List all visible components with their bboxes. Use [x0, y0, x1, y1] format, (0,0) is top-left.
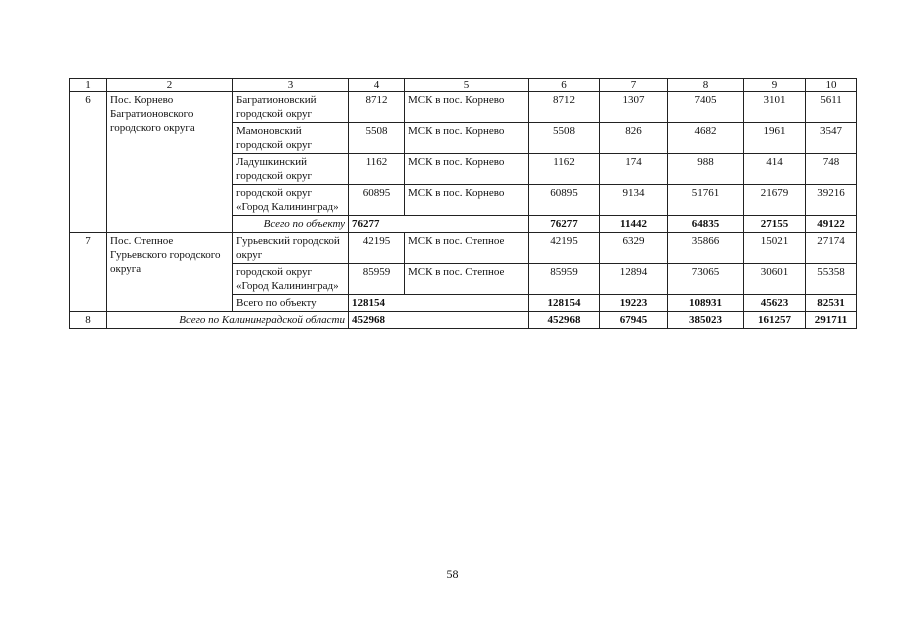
header-cell: 5 — [405, 79, 529, 92]
cell-col7: 826 — [600, 123, 668, 154]
facility-cell: МСК в пос. Степное — [405, 233, 529, 264]
cell-col9: 21679 — [744, 185, 806, 216]
table-row — [70, 233, 857, 264]
cell-col7: 1307 — [600, 92, 668, 123]
table-row — [70, 92, 857, 123]
cell-col6: 5508 — [529, 123, 600, 154]
cell-col7: 12894 — [600, 264, 668, 295]
subtotal-label: Всего по объекту — [233, 295, 349, 312]
district-cell: Ладушкинский городской округ — [233, 154, 349, 185]
cell-col4: 42195 — [349, 233, 405, 264]
subtotal-col8: 64835 — [668, 216, 744, 233]
header-cell: 2 — [107, 79, 233, 92]
cell-col10: 55358 — [806, 264, 857, 295]
grand-total-label: Всего по Калининградской области — [107, 312, 349, 329]
cell-col8: 7405 — [668, 92, 744, 123]
facility-cell: МСК в пос. Корнево — [405, 154, 529, 185]
cell-col7: 6329 — [600, 233, 668, 264]
cell-col9: 30601 — [744, 264, 806, 295]
cell-col9: 15021 — [744, 233, 806, 264]
cell-col6: 85959 — [529, 264, 600, 295]
cell-col9: 3101 — [744, 92, 806, 123]
cell-col6: 60895 — [529, 185, 600, 216]
header-cell: 1 — [70, 79, 107, 92]
district-cell: Мамоновский городской округ — [233, 123, 349, 154]
cell-col6: 8712 — [529, 92, 600, 123]
cell-col8: 73065 — [668, 264, 744, 295]
cell-col6: 42195 — [529, 233, 600, 264]
cell-col10: 27174 — [806, 233, 857, 264]
subtotal-col10: 82531 — [806, 295, 857, 312]
subtotal-label: Всего по объекту — [233, 216, 349, 233]
subtotal-col9: 27155 — [744, 216, 806, 233]
cell-col10: 5611 — [806, 92, 857, 123]
district-cell: Гурьевский городской округ — [233, 233, 349, 264]
grand-total-row — [70, 312, 857, 329]
district-cell: городской округ «Город Калининград» — [233, 185, 349, 216]
grand-total-col7: 67945 — [600, 312, 668, 329]
district-cell: Багратионовский городской округ — [233, 92, 349, 123]
grand-total-col6: 452968 — [529, 312, 600, 329]
cell-col8: 4682 — [668, 123, 744, 154]
facility-cell: МСК в пос. Корнево — [405, 92, 529, 123]
cell-col7: 9134 — [600, 185, 668, 216]
cell-col10: 39216 — [806, 185, 857, 216]
subtotal-col8: 108931 — [668, 295, 744, 312]
header-cell: 3 — [233, 79, 349, 92]
facility-cell: МСК в пос. Корнево — [405, 123, 529, 154]
subtotal-col4: 76277 — [349, 216, 529, 233]
group-number: 6 — [70, 92, 107, 233]
header-cell: 8 — [668, 79, 744, 92]
header-cell: 10 — [806, 79, 857, 92]
cell-col8: 988 — [668, 154, 744, 185]
cell-col10: 3547 — [806, 123, 857, 154]
subtotal-col9: 45623 — [744, 295, 806, 312]
cell-col4: 5508 — [349, 123, 405, 154]
grand-total-number: 8 — [70, 312, 107, 329]
subtotal-col6: 128154 — [529, 295, 600, 312]
facility-cell: МСК в пос. Корнево — [405, 185, 529, 216]
header-row — [70, 79, 857, 92]
subtotal-col7: 19223 — [600, 295, 668, 312]
cell-col6: 1162 — [529, 154, 600, 185]
cell-col7: 174 — [600, 154, 668, 185]
cell-col4: 85959 — [349, 264, 405, 295]
header-cell: 4 — [349, 79, 405, 92]
cell-col9: 414 — [744, 154, 806, 185]
grand-total-col9: 161257 — [744, 312, 806, 329]
header-cell: 7 — [600, 79, 668, 92]
object-name: Пос. Степное Гурьевского городского округа — [107, 233, 233, 312]
grand-total-col10: 291711 — [806, 312, 857, 329]
cell-col4: 8712 — [349, 92, 405, 123]
cell-col10: 748 — [806, 154, 857, 185]
district-cell: городской округ «Город Калининград» — [233, 264, 349, 295]
facility-cell: МСК в пос. Степное — [405, 264, 529, 295]
cell-col4: 60895 — [349, 185, 405, 216]
object-name: Пос. Корнево Багратионовского городского округа — [107, 92, 233, 233]
group-number: 7 — [70, 233, 107, 312]
data-table — [69, 78, 857, 329]
subtotal-col7: 11442 — [600, 216, 668, 233]
subtotal-col4: 128154 — [349, 295, 529, 312]
grand-total-col4: 452968 — [349, 312, 529, 329]
grand-total-col8: 385023 — [668, 312, 744, 329]
cell-col9: 1961 — [744, 123, 806, 154]
header-cell: 9 — [744, 79, 806, 92]
cell-col8: 51761 — [668, 185, 744, 216]
page-number: 58 — [446, 567, 459, 581]
header-cell: 6 — [529, 79, 600, 92]
subtotal-col6: 76277 — [529, 216, 600, 233]
subtotal-col10: 49122 — [806, 216, 857, 233]
cell-col4: 1162 — [349, 154, 405, 185]
cell-col8: 35866 — [668, 233, 744, 264]
